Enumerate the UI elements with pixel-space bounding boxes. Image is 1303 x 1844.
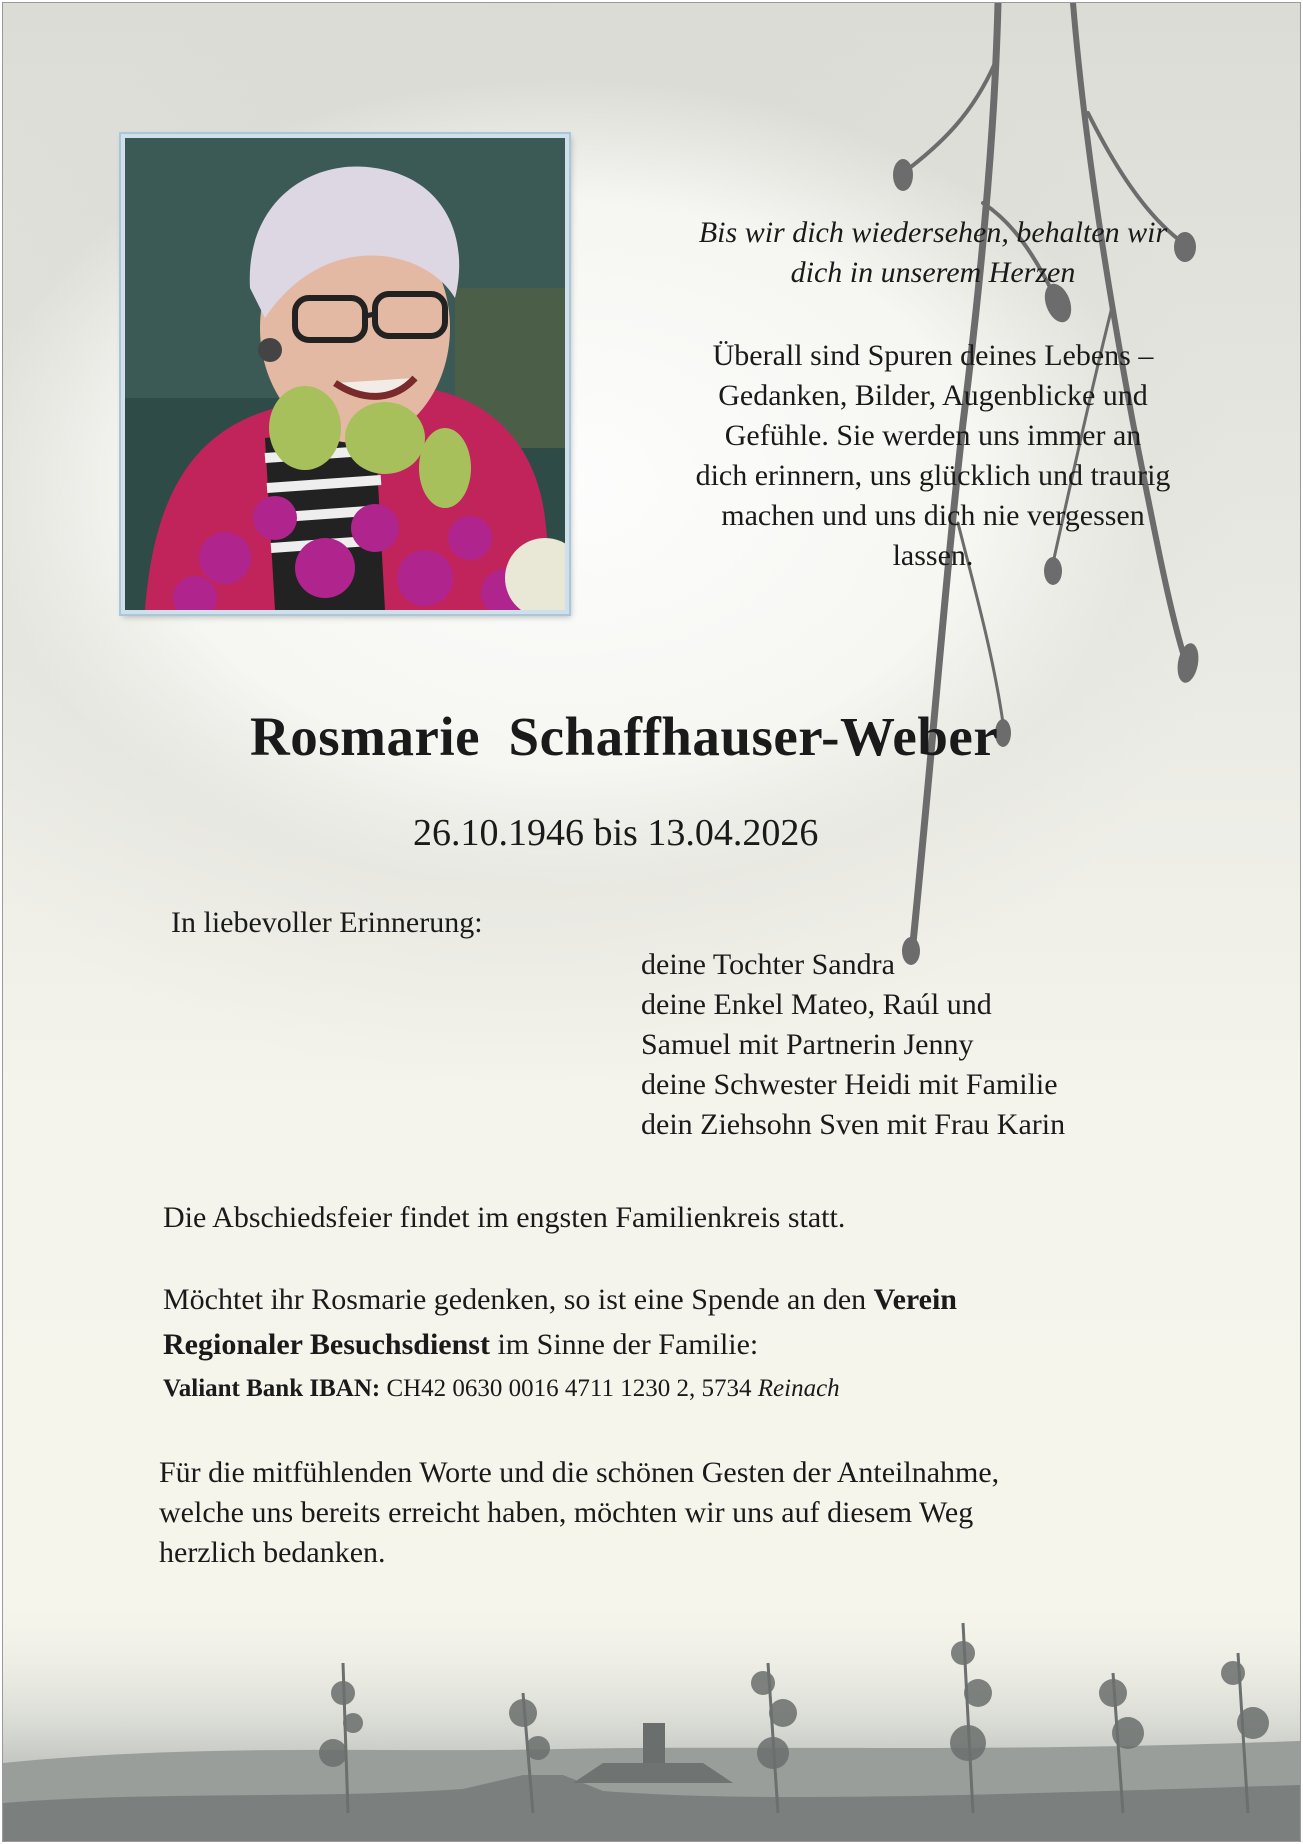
thanks-notice — [159, 1453, 1219, 1573]
life-dates: 26.10.1946 bis 13.04.2026 — [413, 812, 819, 854]
thanks-line: welche uns bereits erreicht haben, möchten wir uns auf diesem Weg — [159, 1496, 974, 1529]
donation-intro: Möchtet ihr Rosmarie gedenken, so ist eine Spende an den — [163, 1283, 874, 1316]
family-member: Samuel mit Partnerin Jenny — [641, 1028, 974, 1061]
deceased-name — [3, 705, 1300, 768]
family-member: deine Enkel Mateo, Raúl und — [641, 988, 992, 1021]
obituary-card — [2, 2, 1301, 1842]
family-list — [641, 945, 1065, 1145]
poem-line: Gefühle. Sie werden uns immer an — [724, 419, 1142, 452]
bank-iban: CH42 0630 0016 4711 1230 2, 5734 — [380, 1375, 758, 1402]
donation-org-second: Regionaler Besuchsdienst — [163, 1328, 490, 1361]
poem-line: machen und uns dich nie vergessen — [721, 499, 1145, 532]
memorial-poem — [623, 336, 1243, 576]
bank-details — [163, 1375, 840, 1403]
poem-line: dich erinnern, uns glücklich und traurig — [695, 459, 1171, 492]
bank-place: Reinach — [757, 1375, 840, 1402]
bank-label: Valiant Bank IBAN: — [163, 1375, 381, 1402]
portrait-photo-frame — [121, 134, 569, 614]
first-name: Rosmarie — [250, 706, 481, 767]
poem-line: Überall sind Spuren deines Lebens – — [712, 339, 1154, 372]
verse-line: dich in unserem Herzen — [790, 256, 1076, 289]
last-name: Schaffhauser-Weber — [508, 706, 999, 767]
family-member: deine Tochter Sandra — [641, 948, 895, 981]
donation-org-first: Verein — [873, 1283, 957, 1316]
memory-label: In liebevoller Erinnerung: — [171, 906, 483, 939]
poem-line: Gedanken, Bilder, Augenblicke und — [718, 379, 1148, 412]
donation-outro: im Sinne der Familie: — [489, 1328, 759, 1361]
verse-line: Bis wir dich wiedersehen, behalten wir — [698, 216, 1168, 249]
memorial-verse-italic — [623, 213, 1243, 293]
farewell-notice: Die Abschiedsfeier findet im engsten Familienkreis statt. — [163, 1201, 846, 1234]
portrait-photo-image — [125, 138, 565, 610]
family-member: deine Schwester Heidi mit Familie — [641, 1068, 1058, 1101]
thanks-line: herzlich bedanken. — [159, 1536, 386, 1569]
thanks-line: Für die mitfühlenden Worte und die schönen Gesten der Anteilnahme, — [159, 1456, 1000, 1489]
poem-line: lassen. — [892, 539, 974, 572]
family-member: dein Ziehsohn Sven mit Frau Karin — [641, 1108, 1066, 1141]
donation-notice — [163, 1277, 1163, 1367]
